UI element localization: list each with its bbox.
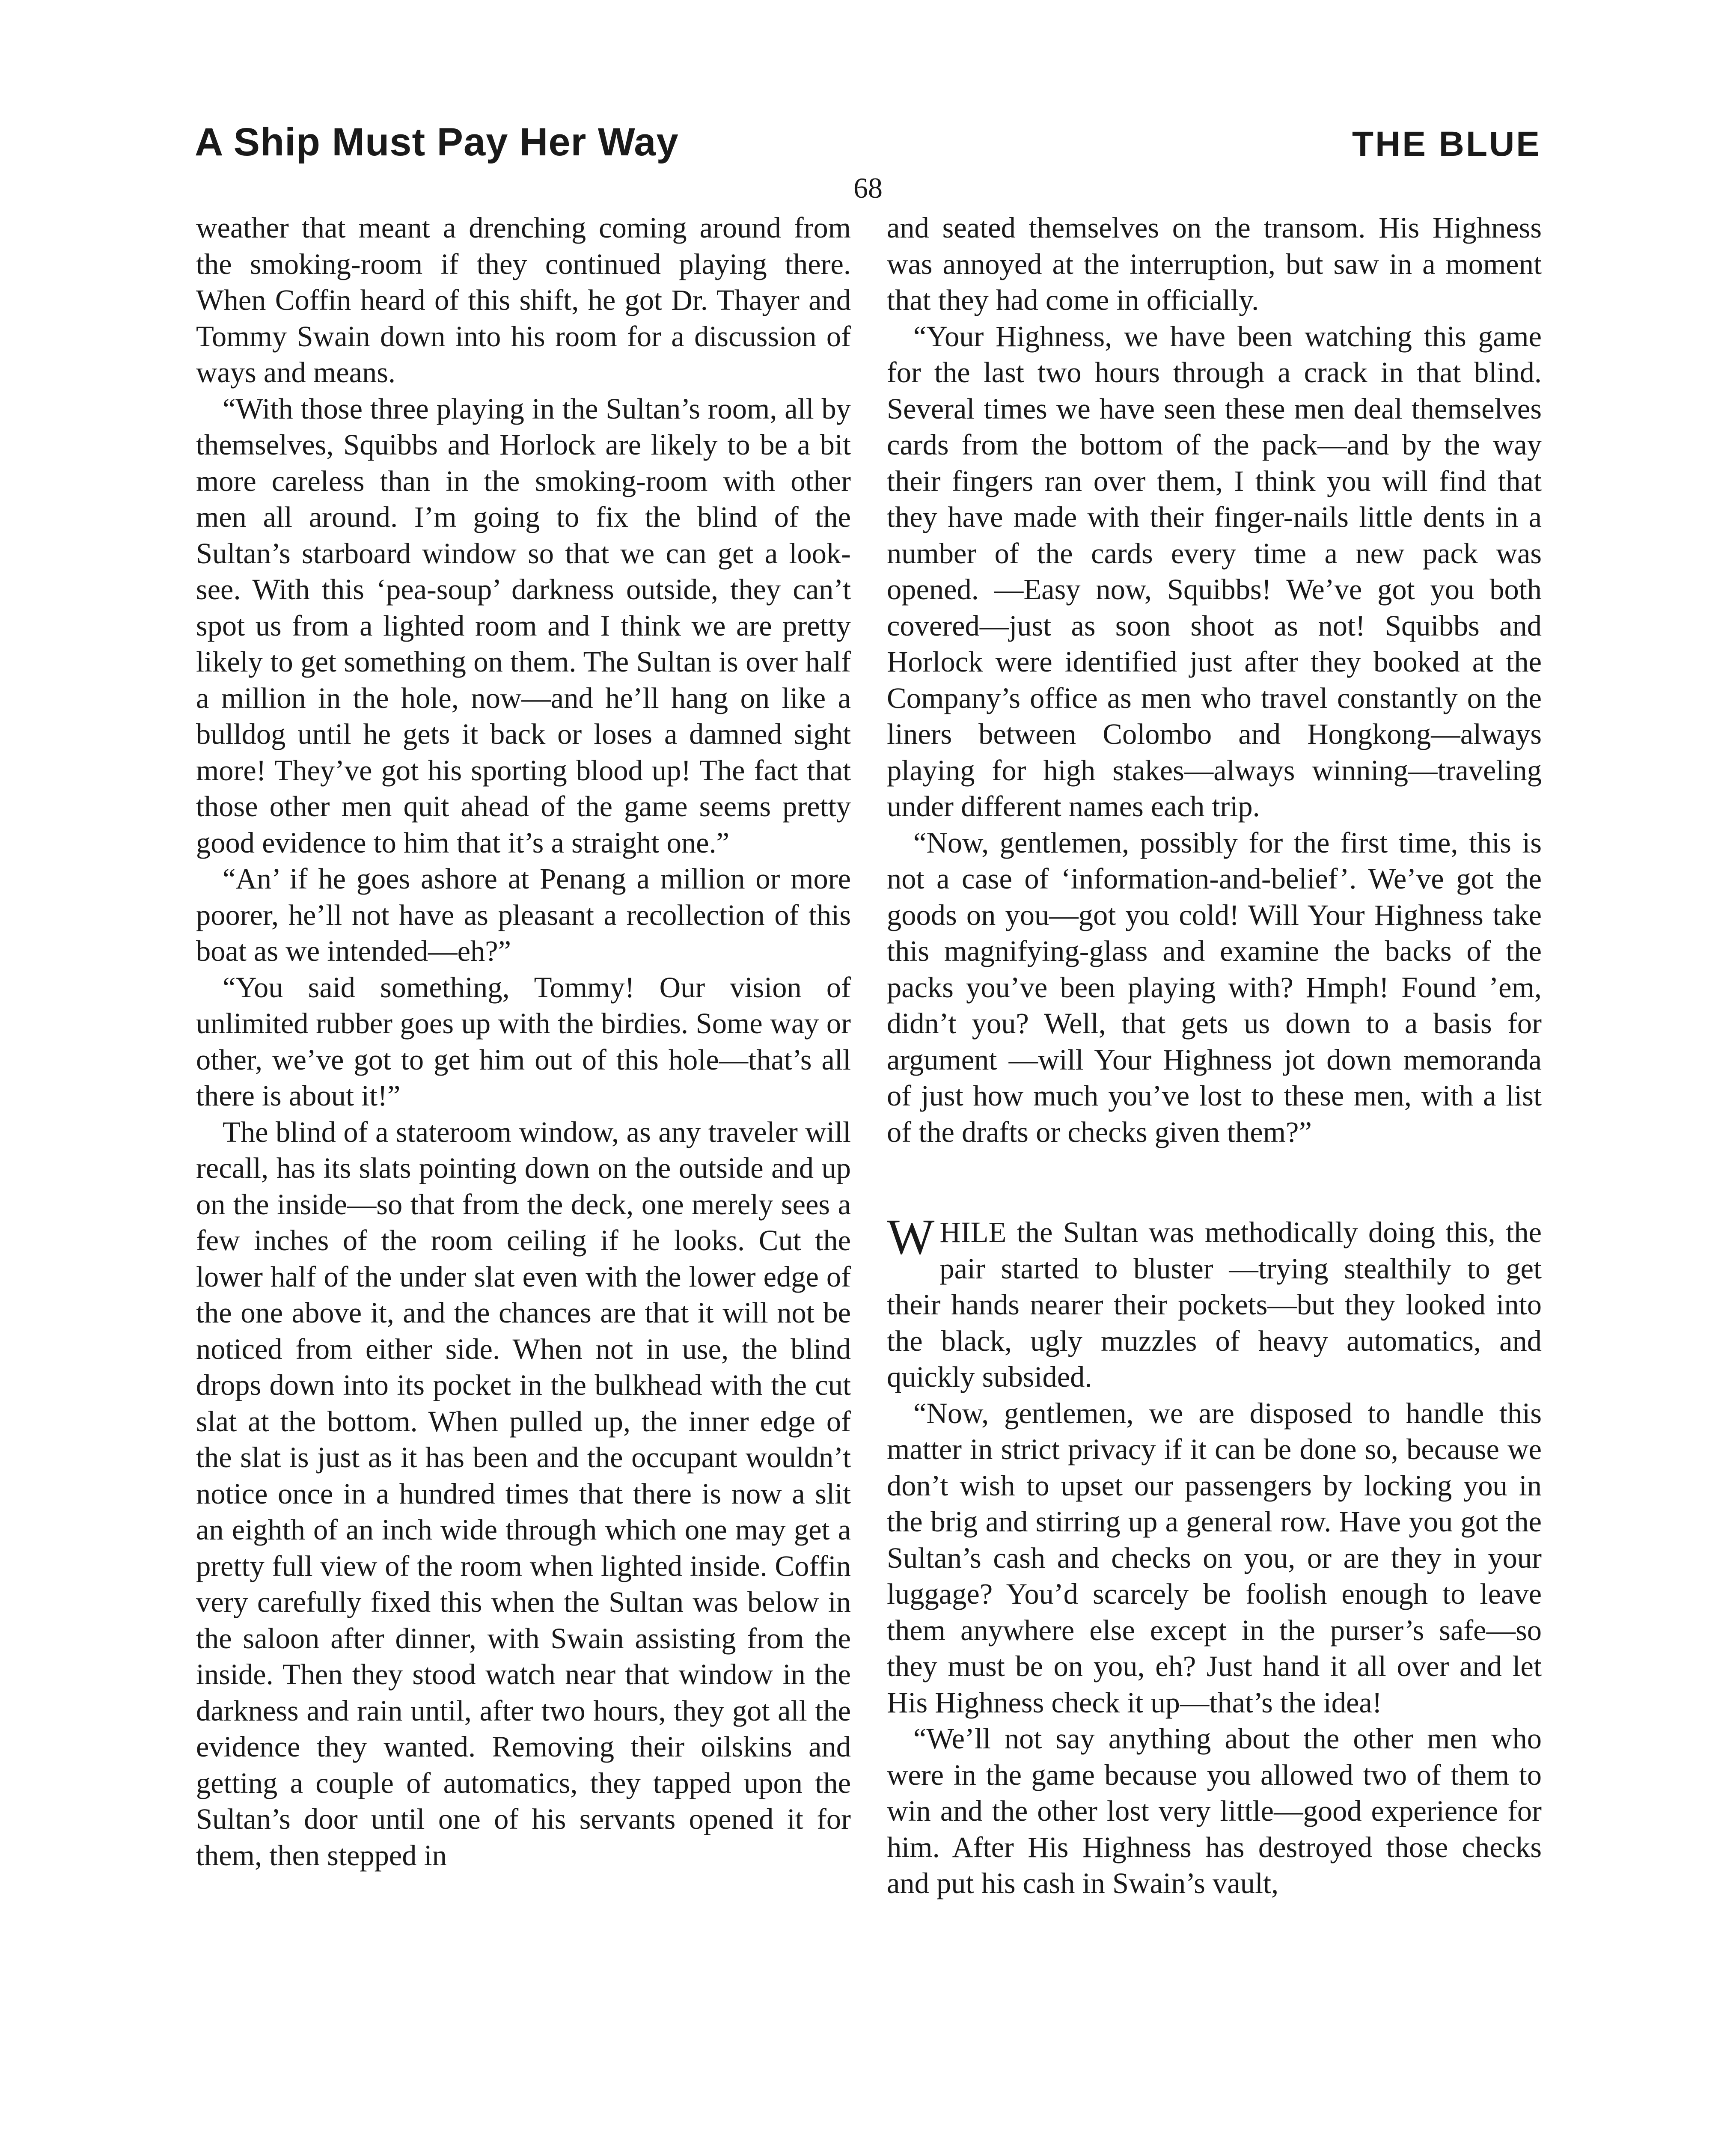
- paragraph: “With those three playing in the Sultan’s room, all by themselves, Squibbs and Horlock are likely to be a bit more careless than in the smoking-room with other men all around. I’m going to fix the blind of the Sultan’s starboard window so that we can get a look-see. With this ‘pea-soup’ darkness outside, they can’t spot us from a lighted room and I think we are pretty likely to get something on them. The Sultan is over half a million in the hole, now—and he’ll hang on like a bulldog until he gets it back or loses a damned sight more! They’ve got his sporting blood up! The fact that those other men quit ahead of the game seems pretty good evidence to him that it’s a straight one.”: [196, 392, 851, 859]
- paragraph: and seated themselves on the transom. His Highness was annoyed at the interruption, but saw in a moment that they had come in officially.: [887, 211, 1542, 316]
- paragraph: The blind of a stateroom window, as any traveler will recall, has its slats pointing down on the outside and up on the inside—so that from the deck, one merely sees a few inches of the room ceiling if he looks. Cut the lower half of the under slat even with the lower edge of the one above it, and the chances are that it will not be noticed from either side. When not in use, the blind drops down into its pocket in the bulkhead with the cut slat at the bottom. When pulled up, the inner edge of the slat is just as it has been and the occupant wouldn’t notice once in a hundred times that there is now a slit an eighth of an inch wide through which one may get a pretty full view of the room when lighted inside. Coffin very carefully fixed this when the Sultan was below in the saloon after dinner, with Swain assisting from the inside. Then they stood watch near that window in the darkness and rain until, after two hours, they got all the evidence they wanted. Removing their oilskins and getting a couple of automatics, they tapped upon the Sultan’s door until one of his servants opened it for them, then stepped in: [196, 1115, 851, 1872]
- dropcap-paragraph: [887, 1209, 1542, 1395]
- drop-cap: W: [887, 1209, 935, 1265]
- running-header: [195, 120, 1541, 180]
- paragraph: “An’ if he goes ashore at Penang a million or more poorer, he’ll not have as pleasant a recollection of this boat as we intended—eh?”: [196, 862, 851, 967]
- paragraph: “Now, gentlemen, we are disposed to handle this matter in strict privacy if it can be done so, because we don’t wish to upset our passengers by locking you in the brig and stirring up a general row. Have you got the Sultan’s cash and checks on you, or are they in your luggage? You’d scarcely be foolish enough to leave them anywhere else except in the purser’s safe—so they must be on you, eh? Just hand it all over and let His Highness check it up—that’s the idea!: [887, 1397, 1542, 1719]
- paragraph: “Your Highness, we have been watching this game for the last two hours through a crack in that blind. Several times we have seen these men deal themselves cards from the bottom of the pack—and by the way their fingers ran over them, I think you will find that they have made with their finger-nails little dents in a number of the cards every time a new pack was opened. —Easy now, Squibbs! We’ve got you both covered—just as soon shoot as not! Squibbs and Horlock were identified just after they booked at the Company’s office as men who travel constantly on the liners between Colombo and Hongkong—always playing for high stakes—always winning—traveling under different names each trip.: [887, 320, 1542, 823]
- left-column: [196, 210, 851, 1873]
- page-number: 68: [853, 172, 883, 204]
- paragraph: “Now, gentlemen, possibly for the first time, this is not a case of ‘information-and-belief’. We’ve got the goods on you—got you cold! Will Your Highness take this magnifying-glass and examine the backs of the packs you’ve been playing with? Hmph! Found ’em, didn’t you? Well, that gets us down to a basis for argument —will Your Highness jot down memoranda of just how much you’ve lost to these men, with a list of the drafts or checks given them?”: [887, 826, 1542, 1148]
- dropcap-paragraph-text: HILE the Sultan was methodically doing this, the pair started to bluster —trying stealthily to get their hands nearer their pockets—but they looked into the black, ugly muzzles of heavy automatics, and quickly subsided.: [887, 1216, 1542, 1393]
- paragraph: “We’ll not say anything about the other men who were in the game because you allowed two of them to win and the other lost very little—good experience for him. After His Highness has destroyed those checks and put his cash in Swain’s vault,: [887, 1722, 1542, 1899]
- story-title: A Ship Must Pay Her Way: [195, 120, 679, 164]
- magazine-name: THE BLUE: [1352, 125, 1541, 163]
- paragraph: “You said something, Tommy! Our vision of unlimited rubber goes up with the birdies. Some way or other, we’ve got to get him out of this hole—that’s all there is about it!”: [196, 971, 851, 1112]
- right-column: [887, 210, 1542, 1902]
- paragraph: weather that meant a drenching coming around from the smoking-room if they continued playing there. When Coffin heard of this shift, he got Dr. Thayer and Tommy Swain down into his room for a discussion of ways and means.: [196, 211, 851, 389]
